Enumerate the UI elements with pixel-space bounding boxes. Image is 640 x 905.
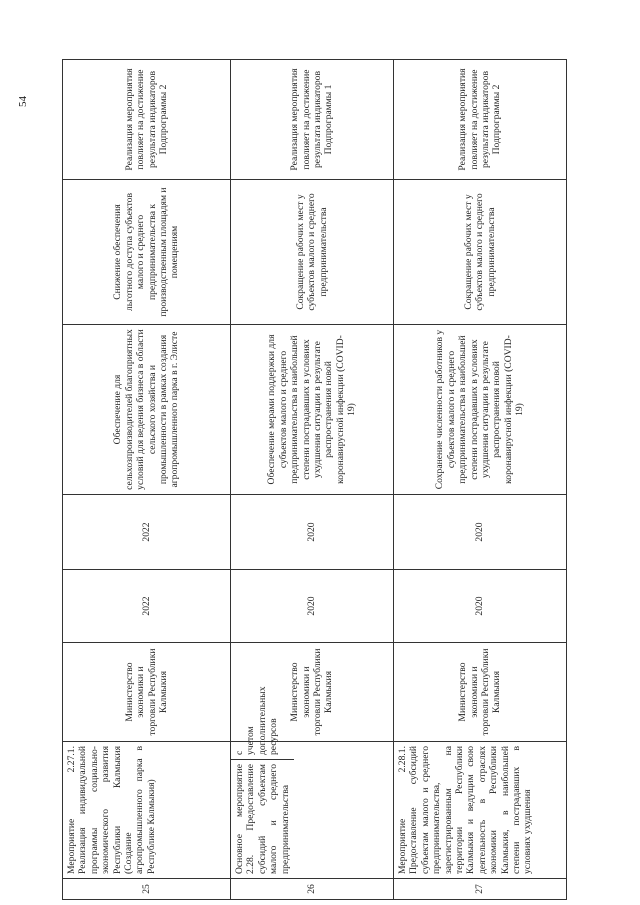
- measure-text: Основное мероприятие 2.28. Предоставление субсидий субъектам малого и среднего предпринимательства: [234, 764, 291, 874]
- row-number: 27: [394, 879, 567, 900]
- table-row: [394, 60, 567, 900]
- end-year-cell: 2022: [63, 495, 231, 570]
- measures-table: [62, 59, 567, 900]
- row-number: 25: [63, 879, 231, 900]
- risk-cell: Сокращение рабочих мест у субъектов малого и среднего предпринимательства: [394, 180, 567, 325]
- executor-cell: Министерство экономики и торговли Республики Калмыкия: [231, 643, 394, 742]
- indicator-link-cell: Реализация мероприятия повлияет на достижение результата индикаторов Подпрограммы 2: [63, 60, 231, 180]
- indicator-link-cell: Реализация мероприятия повлияет на достижение результата индикаторов Подпрограммы 2: [394, 60, 567, 180]
- table-row: [231, 60, 394, 900]
- result-cell: Обеспечение мерами поддержки для субъектов малого и среднего предпринимательства в наибольшей степени пострадавших в условиях ухудшения ситуации в результате распространения новой коронавирусной инфекции (COVID-19): [231, 325, 394, 495]
- executor-cell: Министерство экономики и торговли Республики Калмыкия: [63, 643, 231, 742]
- risk-cell: Сокращение рабочих мест у субъектов малого и среднего предпринимательства: [231, 180, 394, 325]
- measure-cell: Мероприятие 2.27.1. Реализация индивидуальной программы социально-экономического развития Республики Калмыкия (Создание агропромышленного парка в Республике Калмыкия): [63, 742, 231, 879]
- start-year-cell: 2020: [394, 570, 567, 643]
- result-cell: Обеспечение для сельхозпроизводителей благоприятных условий для ведения бизнеса в области сельского хозяйства и промышленности в рамках создания агропромышленного парка в г. Элисте: [63, 325, 231, 495]
- risk-cell: Снижение обеспечения льготного доступа субъектов малого и среднего предпринимательства к производственным площадям и помещениям: [63, 180, 231, 325]
- rotated-page-content: [0, 45, 560, 905]
- start-year-cell: 2022: [63, 570, 231, 643]
- measure-cell: Мероприятие 2.28.1. Предоставление субсидий субъектам малого и среднего предпринимательства, зарегистрированным на территории Республики Калмыкия и ведущим свою деятельность в отраслях экономики Республики Калмыкия, в наибольшей степени пострадавших в условиях ухудшения: [394, 742, 567, 879]
- page-number: 54: [17, 96, 29, 107]
- indicator-link-cell: Реализация мероприятия повлияет на достижение результата индикаторов Подпрограммы 1: [231, 60, 394, 180]
- table-row: [63, 60, 231, 900]
- start-year-cell: 2020: [231, 570, 394, 643]
- row-number: 26: [231, 879, 394, 900]
- result-cell: Сохранение численности работников у субъектов малого и среднего предпринимательства в наибольшей степени пострадавших в условиях ухудшения ситуации в результате распространения новой коронавирусной инфекции (COVID-19): [394, 325, 567, 495]
- end-year-cell: 2020: [231, 495, 394, 570]
- end-year-cell: 2020: [394, 495, 567, 570]
- executor-cell: Министерство экономики и торговли Республики Калмыкия: [394, 643, 567, 742]
- measure-extra-text: с учетом дополнительных ресурсов: [231, 742, 294, 760]
